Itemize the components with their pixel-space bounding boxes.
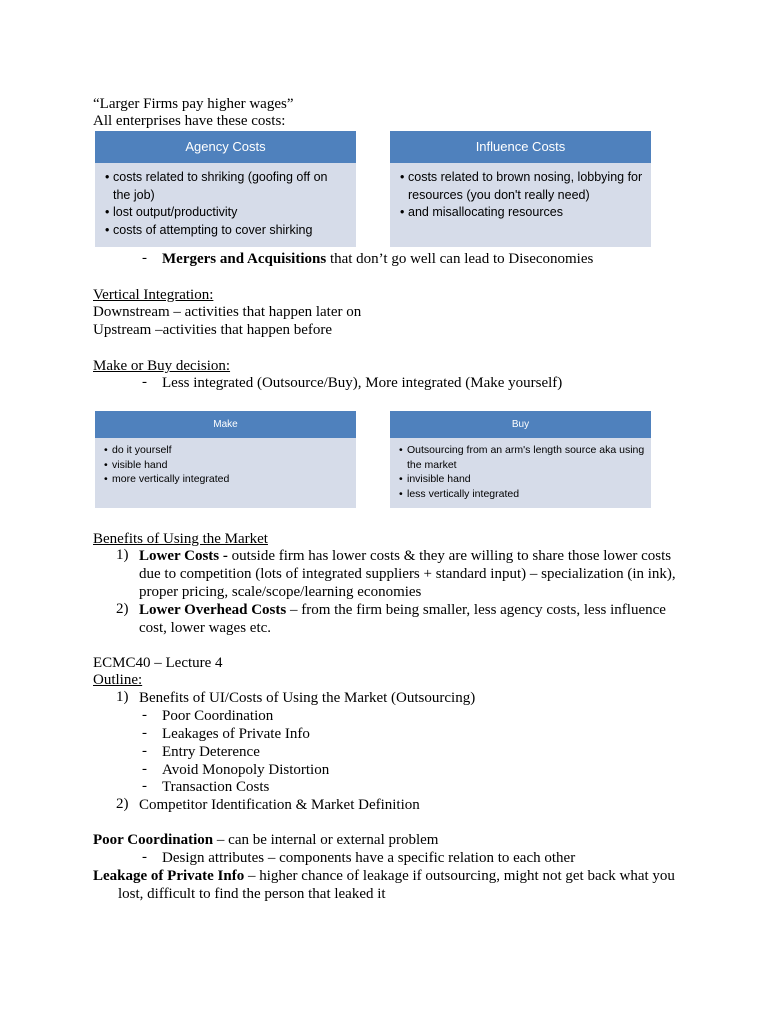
buy-list [390, 438, 651, 508]
buy-item: • Outsourcing from an arm's length source aka using the market [397, 443, 645, 472]
list-number: 2) [116, 796, 129, 812]
agency-costs-box [95, 131, 356, 247]
outline-subitem: Poor Coordination [162, 708, 274, 724]
list-dash: - [142, 374, 147, 390]
make-item: • visible hand [102, 458, 350, 473]
poor-coordination-bold: Poor Coordination [93, 832, 214, 848]
outline-subitem: Avoid Monopoly Distortion [162, 762, 330, 778]
benefit-1-bold: Lower Costs - [139, 548, 228, 564]
outline-subitem: Leakages of Private Info [162, 726, 310, 742]
agency-costs-title: Agency Costs [95, 131, 356, 163]
list-number: 1) [116, 547, 129, 563]
mergers-rest: that don’t go well can lead to Diseconomies [326, 251, 594, 267]
vertical-upstream: Upstream –activities that happen before [93, 322, 333, 338]
benefit-1-line1 [139, 547, 671, 565]
buy-title: Buy [390, 411, 651, 438]
make-buy-bullet: Less integrated (Outsource/Buy), More integrated (Make yourself) [162, 375, 563, 391]
poor-coordination-sub: Design attributes – components have a specific relation to each other [162, 850, 576, 866]
make-box [95, 411, 356, 508]
make-list [95, 438, 356, 508]
influence-costs-item: • and misallocating resources [398, 204, 643, 222]
outline-item-2: Competitor Identification & Market Definition [139, 797, 420, 813]
benefits-heading: Benefits of Using the Market [93, 531, 268, 547]
influence-costs-title: Influence Costs [390, 131, 651, 163]
intro-costs-line: All enterprises have these costs: [93, 113, 286, 129]
poor-coordination-line [93, 831, 438, 849]
leakage-bold: Leakage of Private Info [93, 868, 245, 884]
agency-costs-list [95, 163, 356, 247]
agency-costs-item: • costs of attempting to cover shirking [103, 222, 348, 240]
vertical-downstream: Downstream – activities that happen later on [93, 304, 362, 320]
buy-box [390, 411, 651, 508]
outline-item-1: Benefits of UI/Costs of Using the Market (Outsourcing) [139, 690, 476, 706]
benefit-2-line2: cost, lower wages etc. [139, 620, 272, 636]
mergers-bold: Mergers and Acquisitions [162, 251, 327, 267]
agency-costs-item: • lost output/productivity [103, 204, 348, 222]
make-item: • do it yourself [102, 443, 350, 458]
leakage-rest: – higher chance of leakage if outsourcing, might not get back what you [244, 868, 675, 884]
outline-subitem: Transaction Costs [162, 779, 270, 795]
vertical-heading: Vertical Integration: [93, 287, 214, 303]
list-dash: - [142, 250, 147, 266]
buy-item: • invisible hand [397, 472, 645, 487]
list-number: 1) [116, 689, 129, 705]
influence-costs-box [390, 131, 651, 247]
leakage-line [93, 867, 675, 885]
outline-subitem: Entry Deterence [162, 744, 260, 760]
list-number: 2) [116, 601, 129, 617]
list-dash: - [142, 761, 147, 777]
list-dash: - [142, 707, 147, 723]
agency-costs-item: • costs related to shriking (goofing off on the job) [103, 169, 348, 204]
list-dash: - [142, 743, 147, 759]
benefit-2-rest: – from the firm being smaller, less agency costs, less influence [286, 602, 666, 618]
benefit-2-bold: Lower Overhead Costs [139, 602, 287, 618]
leakage-line2: lost, difficult to find the person that leaked it [118, 886, 386, 902]
mergers-line [162, 250, 593, 268]
benefit-1-line3: proper pricing, scale/scope/learning economies [139, 584, 422, 600]
make-item: • more vertically integrated [102, 472, 350, 487]
lecture-title: ECMC40 – Lecture 4 [93, 655, 223, 671]
poor-coordination-rest: – can be internal or external problem [213, 832, 439, 848]
influence-costs-item: • costs related to brown nosing, lobbying for resources (you don't really need) [398, 169, 643, 204]
list-dash: - [142, 849, 147, 865]
outline-heading: Outline: [93, 672, 143, 688]
benefit-1-line2: due to competition (lots of integrated suppliers + standard input) – specialization (in ink), [139, 566, 676, 582]
list-dash: - [142, 725, 147, 741]
influence-costs-list [390, 163, 651, 247]
list-dash: - [142, 778, 147, 794]
make-title: Make [95, 411, 356, 438]
make-buy-heading: Make or Buy decision: [93, 358, 231, 374]
buy-item: • less vertically integrated [397, 487, 645, 502]
benefit-1-rest: outside firm has lower costs & they are willing to share those lower costs [227, 548, 672, 564]
intro-quote: “Larger Firms pay higher wages” [93, 96, 294, 112]
benefit-2-line1 [139, 601, 666, 619]
